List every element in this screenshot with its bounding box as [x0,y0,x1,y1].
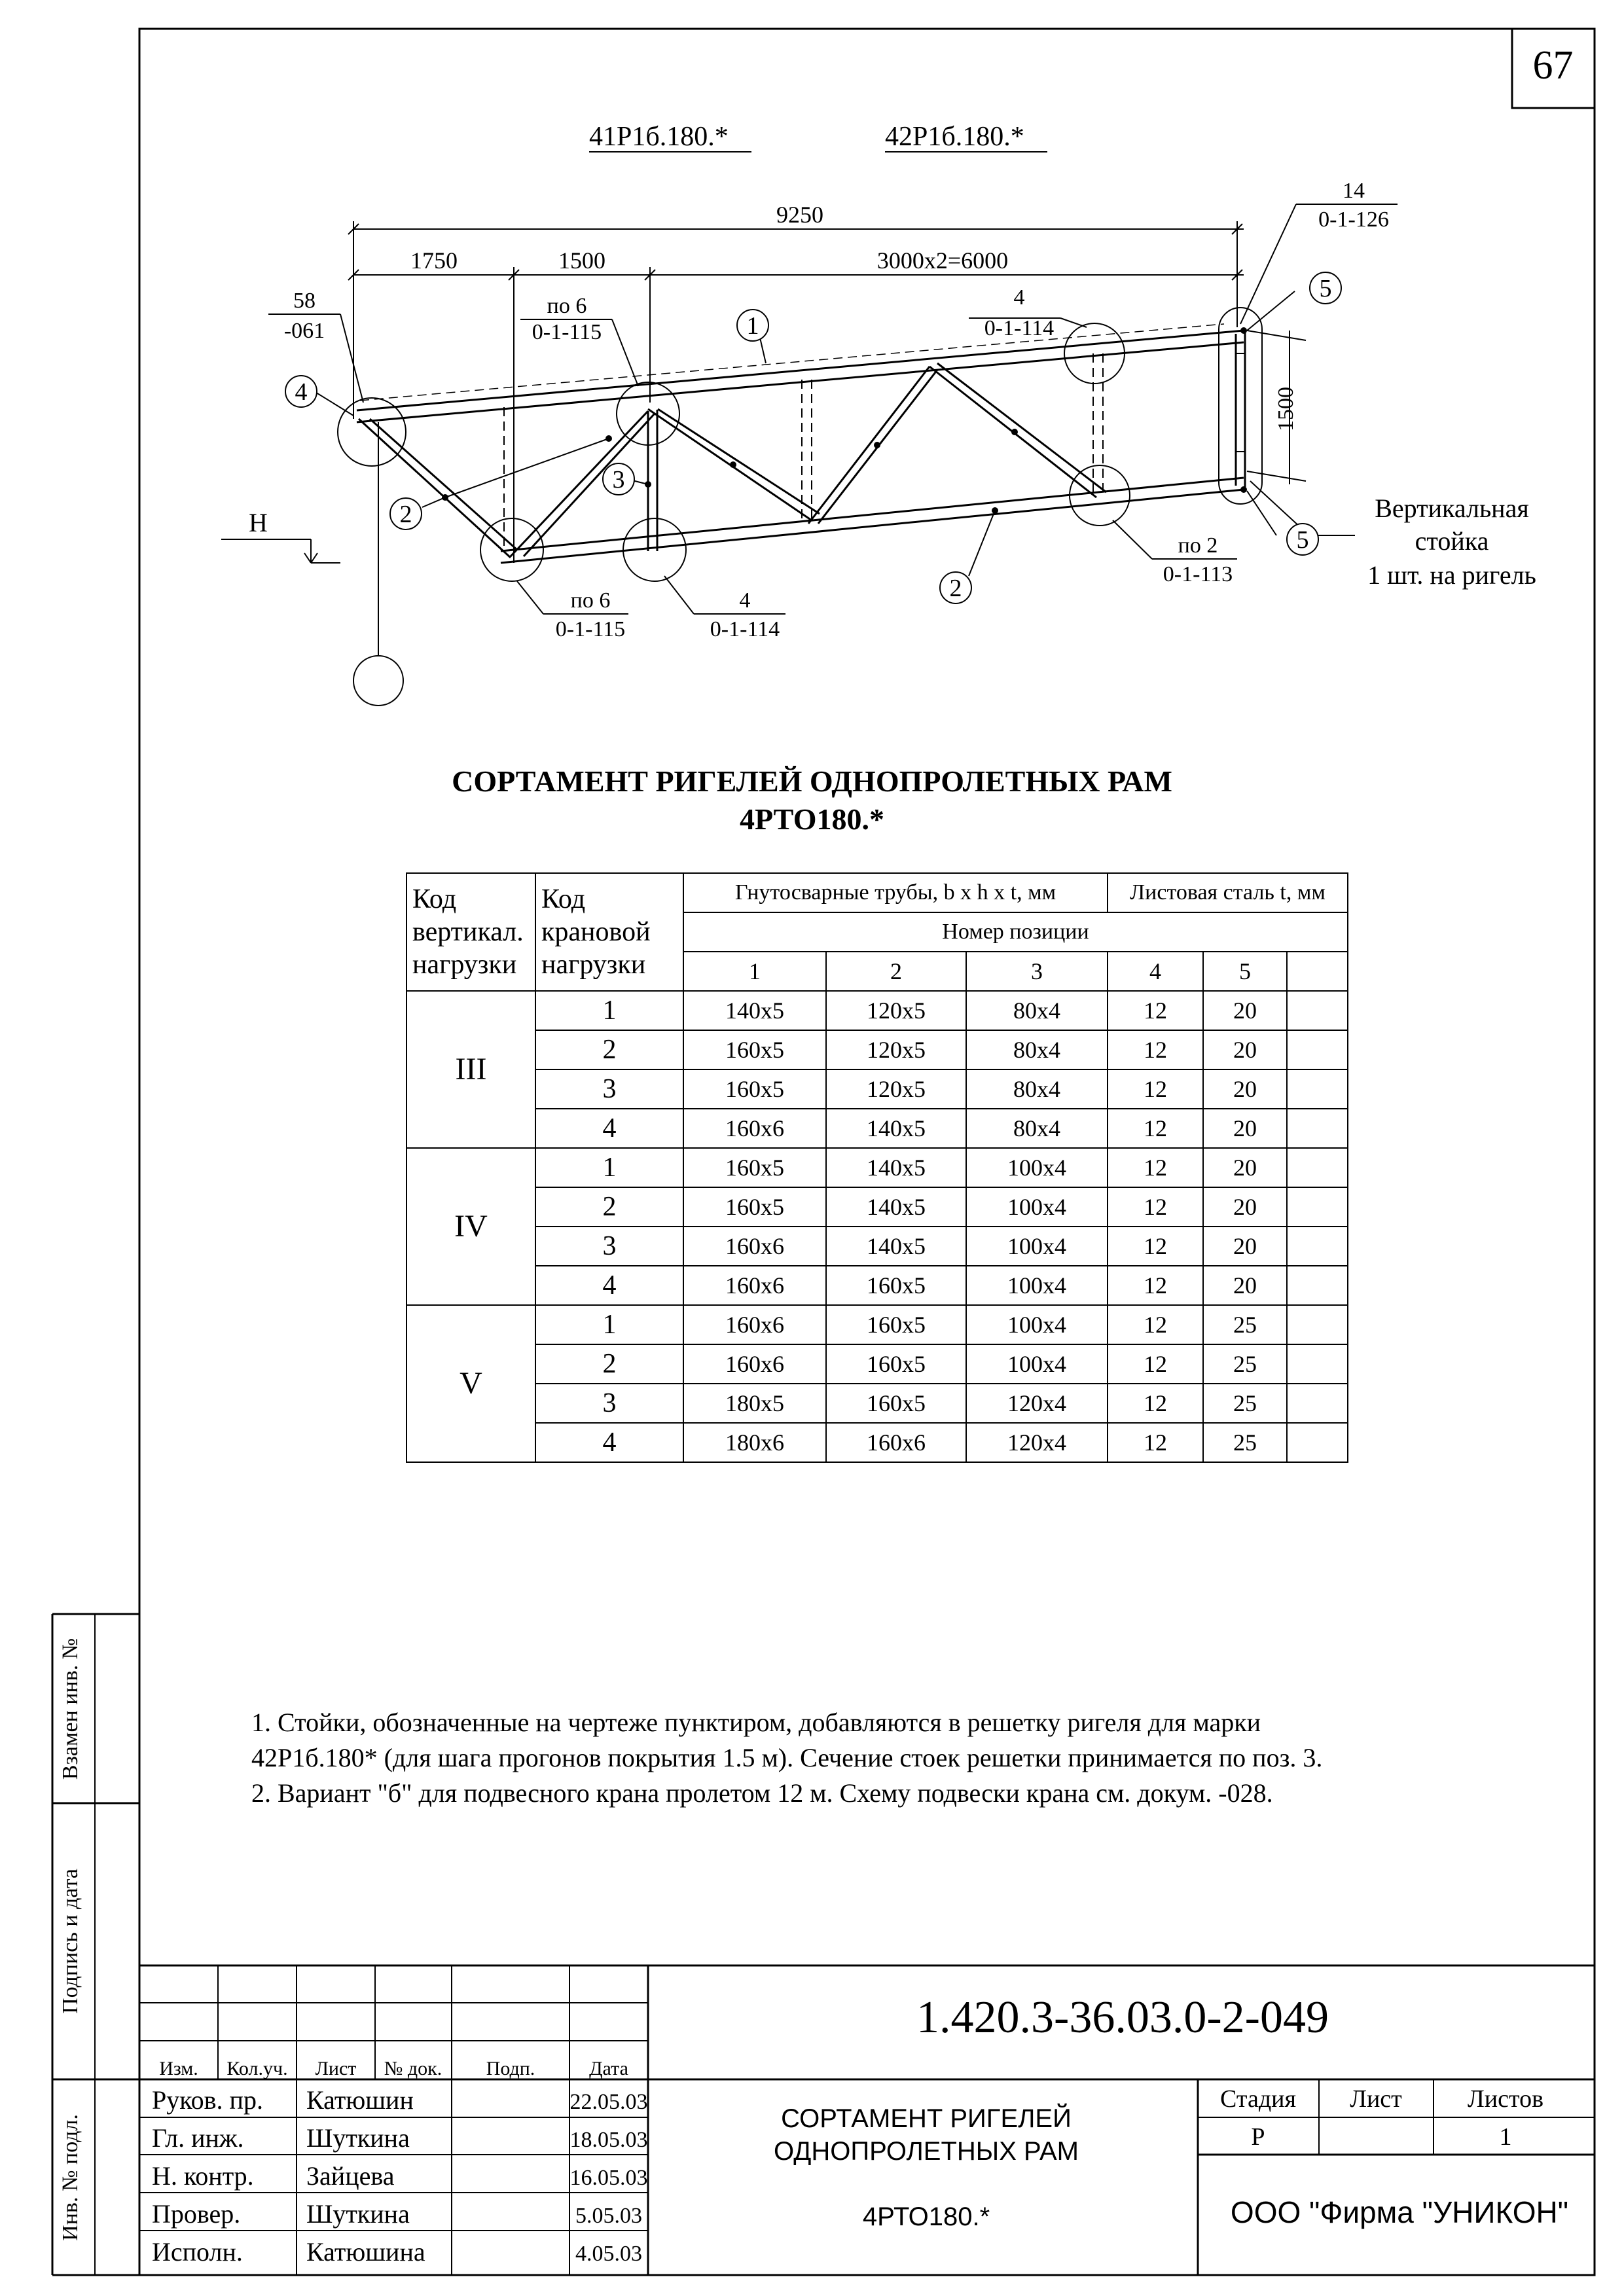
dim-1500: 1500 [558,247,605,274]
date-5: 4.05.03 [575,2242,642,2266]
sheet-number: 67 [1532,43,1574,88]
head-position-number: Номер позиции [683,912,1348,952]
callout-0113: 0-1-113 [1163,562,1233,586]
note-line-3: 2. Вариант "б" для подвесного крана пролетом 12 м. Схему подвески крана см. докум. -028. [251,1778,1273,1808]
head-vert-load: Код вертикал. нагрузки [406,873,535,991]
note-line-2: 42Р1б.180* (для шага прогонов покрытия 1.5 м). Сечение стоек решетки принимается по поз. 3. [251,1743,1323,1772]
callout-061: -061 [283,319,325,343]
table-row: 3 160х6 140х5 100х4 12 20 [406,1227,1348,1266]
date-3: 16.05.03 [569,2166,648,2190]
head-sheet-steel: Листовая сталь t, мм [1108,873,1348,912]
name-2: Шуткина [306,2123,410,2153]
dim-overall: 9250 [776,202,823,228]
company-name: ООО "Фирма "УНИКОН" [1230,2195,1569,2229]
dim-6000: 3000х2=6000 [876,247,1009,274]
table-row: 4 180х6 160х6 120х4 12 25 [406,1423,1348,1462]
head-pos-5: 5 [1203,952,1287,991]
head-kol: Кол.уч. [226,2058,288,2079]
table-row: 3 180х5 160х5 120х4 12 25 [406,1384,1348,1423]
callout-0115-a: 0-1-115 [532,320,602,344]
table-row: 2 160х5 140х5 100х4 12 20 [406,1187,1348,1227]
pos-2-marker-a: 2 [399,501,412,528]
role-5: Исполн. [152,2237,243,2267]
side-label-signature: Подпись и дата [58,1869,82,2014]
callout-14: 14 [1343,179,1365,203]
vertical-note-2: стойка [1415,526,1489,556]
table-row: 2 160х5 120х5 80х4 12 20 [406,1030,1348,1069]
notes [251,1705,1561,1811]
callout-po2: по 2 [1178,533,1218,558]
head-list: Лист [315,2058,357,2079]
head-crane-load: Код крановой нагрузки [535,873,683,991]
head-podp: Подп. [486,2058,535,2079]
pos-4-marker: 4 [295,378,308,406]
role-3: Н. контр. [152,2161,254,2191]
mark-42: 42Р1б.180.* [885,122,1024,152]
callout-4-a: 4 [1013,285,1025,310]
sheets-label: Листов [1467,2085,1544,2113]
head-pos-3: 3 [966,952,1108,991]
dim-1750: 1750 [410,247,458,274]
pos-5-marker-a: 5 [1319,275,1332,302]
dim-height: 1500 [1274,387,1298,431]
group-label: V [406,1305,535,1462]
drawing-mark: 4РТО180.* [862,2202,990,2231]
table-row: IV 1 160х5 140х5 100х4 12 20 [406,1148,1348,1187]
drawing-title: СОРТАМЕНТ РИГЕЛЕЙ ОДНОПРОЛЕТНЫХ РАМ [774,2104,1079,2166]
head-pos-1: 1 [683,952,826,991]
main-title-line1: СОРТАМЕНТ РИГЕЛЕЙ ОДНОПРОЛЕТНЫХ РАМ [452,764,1172,798]
table-row: 4 160х6 140х5 80х4 12 20 [406,1109,1348,1148]
pos-2-marker-b: 2 [949,575,962,602]
callout-po6-b: по 6 [570,588,611,613]
head-pos-2: 2 [826,952,966,991]
name-5: Катюшина [306,2237,425,2267]
table-row: V 1 160х6 160х5 100х4 12 25 [406,1305,1348,1344]
assortment-table [406,872,1348,1463]
pos-3-marker: 3 [612,466,625,493]
date-4: 5.05.03 [575,2204,642,2228]
head-pos-4: 4 [1108,952,1203,991]
sheets-value: 1 [1499,2123,1512,2151]
head-data: Дата [589,2058,628,2079]
side-label-inventory: Инв. № подл. [58,2114,82,2241]
callout-0126: 0-1-126 [1318,207,1389,232]
name-4: Шуткина [306,2199,410,2229]
callout-58: 58 [293,289,316,313]
pos-5-marker-b: 5 [1296,526,1309,554]
sheet-label: Лист [1350,2085,1402,2113]
stage-value: Р [1251,2123,1265,2151]
document-code: 1.420.3-36.03.0-2-049 [916,1992,1329,2043]
main-title [0,762,1624,838]
main-title-line2: 4РТО180.* [739,802,884,836]
stage-cells [1198,2079,1595,2158]
callout-0115-b: 0-1-115 [555,617,626,641]
side-label-replaced: Взамен инв. № [58,1638,82,1780]
table-row: 2 160х6 160х5 100х4 12 25 [406,1344,1348,1384]
name-1: Катюшин [306,2085,414,2115]
pos-1-marker: 1 [746,312,759,340]
name-3: Зайцева [306,2161,395,2191]
callout-0114-a: 0-1-114 [984,316,1055,340]
date-2: 18.05.03 [569,2128,648,2152]
role-4: Провер. [152,2199,241,2229]
head-blank [1287,952,1348,991]
stage-label: Стадия [1220,2085,1296,2113]
h-label: Н [249,508,268,537]
vertical-note-1: Вертикальная [1375,493,1529,523]
table-row: 3 160х5 120х5 80х4 12 20 [406,1069,1348,1109]
callout-0114-b: 0-1-114 [710,617,780,641]
vertical-note-3: 1 шт. на ригель [1367,560,1536,590]
table-row: III 1 140х5 120х5 80х4 12 20 [406,991,1348,1030]
table-row: 4 160х6 160х5 100х4 12 20 [406,1266,1348,1305]
title-block-grid-text [0,1964,655,2278]
role-2: Гл. инж. [152,2123,244,2153]
mark-41: 41Р1б.180.* [589,122,729,152]
group-label: III [406,991,535,1148]
head-izm: Изм. [159,2058,198,2079]
callout-po6-a: по 6 [547,294,587,318]
date-1: 22.05.03 [569,2090,648,2114]
head-pipes: Гнутосварные трубы, b x h x t, мм [683,873,1108,912]
callout-4-b: 4 [739,588,751,613]
truss-drawing [0,0,1624,733]
role-1: Руков. пр. [152,2085,263,2115]
group-label: IV [406,1148,535,1305]
note-line-1: 1. Стойки, обозначенные на чертеже пунктиром, добавляются в решетку ригеля для марки [251,1708,1261,1737]
head-ndok: № док. [384,2058,442,2079]
